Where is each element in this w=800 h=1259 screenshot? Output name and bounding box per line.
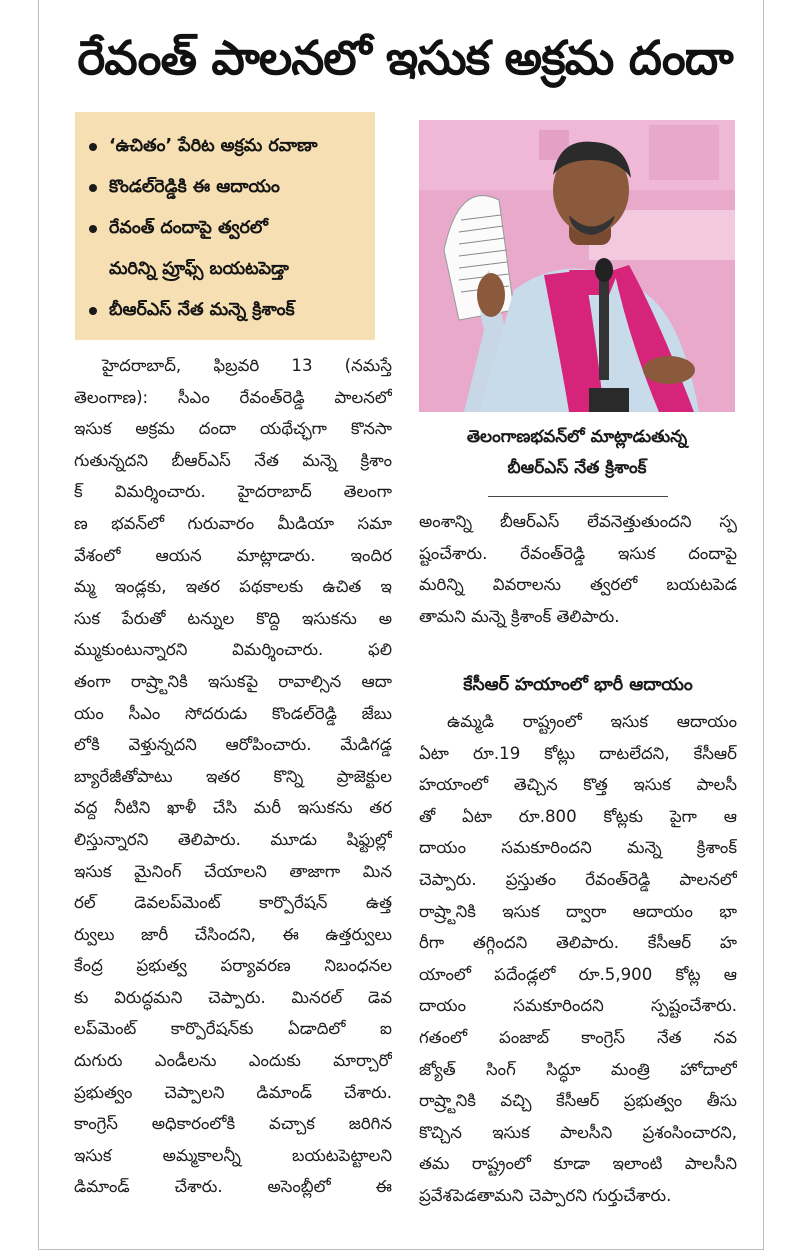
text-line: లప్‌మెంట్ కార్పొరేషన్‌కు ఏడాదిలో ఐ [74, 1019, 392, 1039]
text-line: ఇసుక అమ్మకాలన్నీ బయటపెట్టాలని [74, 1145, 392, 1165]
text-line: యాంలో పదేండ్లలో రూ.5,900 కోట్ల ఆ [419, 964, 737, 984]
highlight-text: రేవంత్ దందాపై త్వరలో [109, 218, 268, 238]
highlight-item [87, 126, 367, 167]
text-line: కొచ్చిన ఇసుక పాలసీని ప్రశంసించారని, [419, 1122, 737, 1142]
caption-line: తెలంగాణభవన్‌లో మాట్లాడుతున్న [466, 427, 688, 447]
text-line: అంశాన్ని బీఆర్‌ఎస్ లేవనెత్తుతుందని స్ప [419, 512, 737, 531]
right-column-bottom [419, 706, 737, 1212]
highlights-box [75, 112, 375, 340]
text-line: కేంద్ర ప్రభుత్వ పర్యావరణ నిబంధనల [74, 956, 392, 976]
text-line: తామని మన్నె క్రిశాంక్ తెలిపారు. [419, 606, 620, 626]
text-line: గతంలో పంజాబ్ కాంగ్రెస్ నేత నవ [419, 1027, 737, 1047]
text-line: ఇసుక అక్రమ దందా యథేచ్ఛగా కొనసా [74, 419, 392, 439]
text-line: తెలంగాణ): సీఎం రేవంత్‌రెడ్డి పాలనలో [74, 387, 392, 407]
text-line: ఇసుక మైనింగ్ చేయాలని తాజాగా మిన [74, 861, 392, 881]
text-line: మ్మ ఇండ్లకు, ఇతర పథకాలకు ఉచిత ఇ [74, 577, 392, 597]
text-line: రాష్ర్టానికి ఇసుక ద్వారా ఆదాయం భా [419, 901, 737, 921]
text-line: ఉమ్మడి రాష్ట్రంలో ఇసుక ఆదాయం [447, 712, 737, 731]
text-line: తమ రాష్ట్రంలో కూడా ఇలాంటి పాలసీని [419, 1154, 737, 1174]
text-line: ప్రవేశపెడతామని చెప్పారని గుర్తుచేశారు. [419, 1185, 672, 1205]
text-line: దుగురు ఎండీలను ఎందుకు మార్చారో [74, 1051, 392, 1071]
bullet-icon [89, 225, 97, 233]
highlight-item [87, 290, 367, 331]
right-column-top [419, 506, 737, 632]
highlight-text: కొండల్‌రెడ్డికి ఈ ఆదాయం [109, 177, 280, 197]
highlight-item [87, 167, 367, 208]
text-line: చెప్పారు. ప్రస్తుతం రేవంత్‌రెడ్డి పాలనలో [419, 869, 737, 889]
text-line: సుక పేరుతో టన్నుల కొద్ది ఇసుకను అ [74, 608, 392, 628]
highlight-text: ‘ఉచితం’ పేరిట అక్రమ రవాణా [109, 136, 318, 156]
text-line: తంగా రాష్ర్టానికి ఇసుకపై రావాల్సిన ఆదా [74, 671, 392, 691]
left-column [74, 350, 392, 1203]
text-line: ణ భవన్‌లో గురువారం మీడియా సమా [74, 513, 392, 533]
text-line: క్ విమర్శించారు. హైదరాబాద్ తెలంగా [74, 482, 392, 502]
text-line: డిమాండ్ చేశారు. అసెంబ్లీలో ఈ [74, 1177, 392, 1197]
text-line: మరిన్ని వివరాలను త్వరలో బయటపెడ [419, 575, 737, 595]
text-line: తో ఏటా రూ.800 కోట్లకు పైగా ఆ [419, 806, 737, 826]
text-line: వద్ద నీటిని ఖాళీ చేసి మరీ ఇసుకను తర [74, 798, 392, 818]
caption-divider [488, 496, 668, 497]
text-line: ష్టంచేశారు. రేవంత్‌రెడ్డి ఇసుక దందాపై [419, 543, 737, 563]
headline: రేవంత్ పాలనలో ఇసుక అక్రమ దందా [77, 31, 733, 86]
subheading: కేసీఆర్ హయాంలో భారీ ఆదాయం [463, 675, 693, 695]
bullet-icon [89, 184, 97, 192]
photo-caption [419, 422, 735, 484]
text-line: ర్వులు జారీ చేసిందని, ఈ ఉత్తర్వులు [74, 924, 392, 944]
text-line: జ్యోత్ సింగ్ సిద్ధూ మంత్రి హోదాలో [419, 1059, 737, 1079]
text-line: దాయం సమకూరిందని స్పష్టంచేశారు. [419, 996, 737, 1016]
highlight-text: బీఆర్‌ఎస్ నేత మన్నె క్రిశాంక్ [109, 300, 295, 320]
text-line: గుతున్నదని బీఆర్‌ఎస్ నేత మన్నె క్రిశాం [74, 450, 392, 470]
text-line: లోకి వెళ్తున్నదని ఆరోపించారు. మేడిగడ్డ [74, 735, 392, 755]
text-line: బ్యారేజీతోపాటు ఇతర కొన్ని ప్రాజెక్టుల [74, 766, 392, 786]
text-line: హయాంలో తెచ్చిన కొత్త ఇసుక పాలసీ [419, 775, 737, 795]
speaker-photo [419, 120, 735, 412]
text-line: ప్రభుత్వం చెప్పాలని డిమాండ్ చేశారు. [74, 1082, 392, 1102]
highlight-item-continued [87, 249, 367, 290]
highlight-item [87, 208, 367, 249]
text-line: దాయం సమకూరిందని మన్నె క్రిశాంక్ [419, 838, 737, 858]
text-line: రాష్ర్టానికి వచ్చి కేసీఆర్ ప్రభుత్వం తీసు [419, 1091, 737, 1111]
bullet-icon [89, 307, 97, 315]
caption-line: బీఆర్‌ఎస్ నేత క్రిశాంక్ [507, 458, 647, 478]
text-line: కాంగ్రెస్ అధికారంలోకి వచ్చాక జరిగిన [74, 1114, 392, 1134]
text-line: ఏటా రూ.19 కోట్లు దాటలేదని, కేసీఆర్ [419, 743, 737, 763]
text-line: హైదరాబాద్, ఫిబ్రవరి 13 (నమస్తే [102, 356, 392, 375]
text-line: రల్ డెవలప్‌మెంట్ కార్పొరేషన్ ఉత్త [74, 893, 392, 913]
text-line: రీగా తగ్గిందని తెలిపారు. కేసీఆర్ హ [419, 933, 737, 953]
text-line: కు విరుద్ధమని చెప్పారు. మినరల్ డెవ [74, 987, 392, 1007]
text-line: వేశంలో ఆయన మాట్లాడారు. ఇందిర [74, 545, 392, 565]
text-line: యం సీఎం సోదరుడు కొండల్‌రెడ్డి జేబు [74, 703, 392, 723]
highlight-text: మరిన్ని ప్రూఫ్స్ బయటపెడ్తా [109, 259, 289, 279]
text-line: లిస్తున్నారని తెలిపారు. మూడు షిఫ్టుల్లో [74, 829, 392, 849]
text-line: మ్ముకుంటున్నారని విమర్శించారు. ఫలి [74, 640, 392, 660]
bullet-icon [89, 143, 97, 151]
speaker-photo-icon [419, 120, 735, 412]
